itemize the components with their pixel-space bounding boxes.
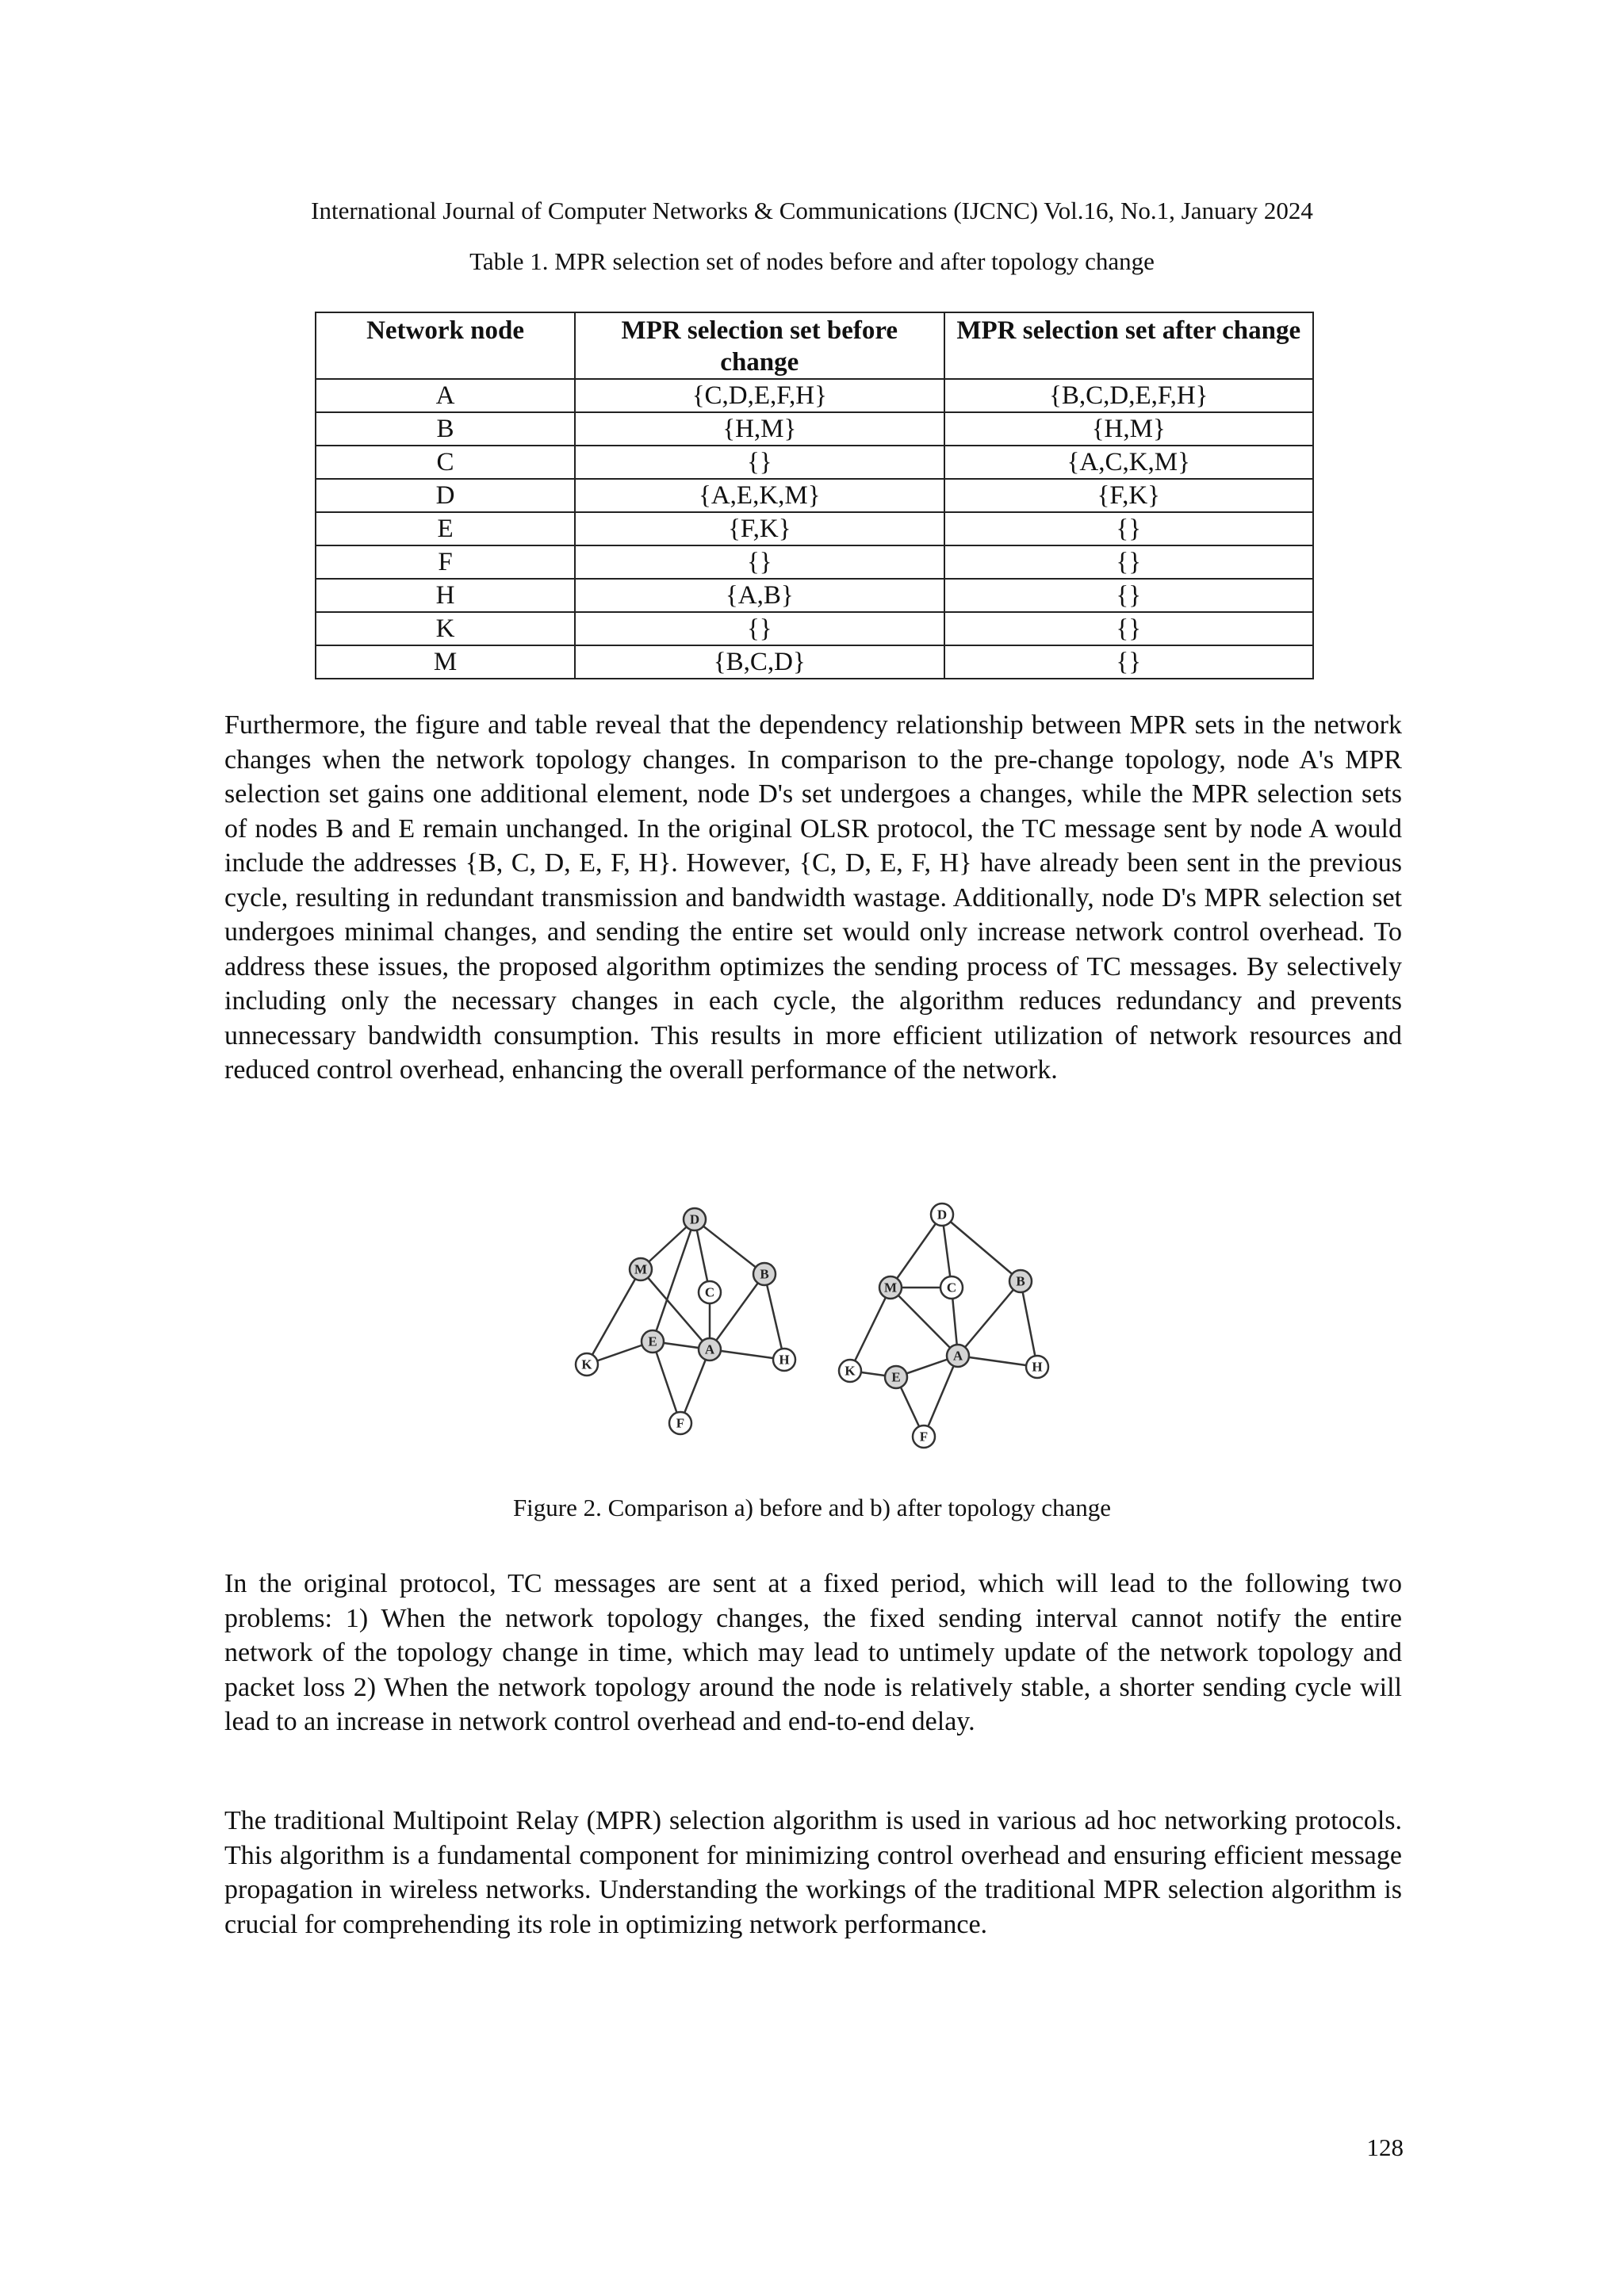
edge-b-h bbox=[764, 1274, 784, 1360]
cell-before: {F,K} bbox=[575, 512, 944, 545]
svg-text:B: B bbox=[760, 1266, 769, 1282]
topology-before-diagram bbox=[576, 1208, 795, 1434]
svg-text:C: C bbox=[704, 1284, 715, 1300]
cell-node: A bbox=[316, 379, 575, 412]
table-row bbox=[316, 645, 1313, 679]
cell-after: {F,K} bbox=[944, 479, 1313, 512]
node-a bbox=[947, 1345, 969, 1367]
cell-node: C bbox=[316, 446, 575, 479]
cell-before: {} bbox=[575, 612, 944, 645]
node-c bbox=[940, 1276, 963, 1299]
node-k bbox=[576, 1353, 598, 1376]
edge-m-k bbox=[587, 1269, 641, 1364]
cell-before: {C,D,E,F,H} bbox=[575, 379, 944, 412]
topology-after-diagram bbox=[839, 1203, 1048, 1448]
cell-after: {} bbox=[944, 612, 1313, 645]
cell-node: D bbox=[316, 479, 575, 512]
table-row bbox=[316, 512, 1313, 545]
cell-node: H bbox=[316, 579, 575, 612]
node-d bbox=[931, 1203, 953, 1226]
column-header-node: Network node bbox=[316, 312, 575, 379]
edge-e-f bbox=[653, 1341, 680, 1423]
node-d bbox=[684, 1208, 706, 1230]
node-m bbox=[879, 1276, 902, 1299]
svg-text:E: E bbox=[891, 1369, 901, 1385]
node-e bbox=[885, 1366, 907, 1388]
edge-b-h bbox=[1021, 1281, 1037, 1367]
edge-d-m bbox=[891, 1215, 942, 1288]
cell-before: {} bbox=[575, 446, 944, 479]
svg-text:A: A bbox=[952, 1348, 963, 1364]
journal-header: International Journal of Computer Networks & Communications (IJCNC) Vol.16, No.1, January 2024 bbox=[311, 197, 1313, 224]
cell-before: {A,B} bbox=[575, 579, 944, 612]
node-b bbox=[1009, 1270, 1032, 1292]
cell-after: {A,C,K,M} bbox=[944, 446, 1313, 479]
body-paragraph-traditional-mpr: The traditional Multipoint Relay (MPR) selection algorithm is used in various ad hoc networking protocols. This algorithm is a fundamental component for minimizing control overhead and ensuring efficient message propagation in wireless networks. Understanding the workings of the traditional MPR selection algorithm is crucial for comprehending its role in optimizing network performance. bbox=[224, 1806, 1402, 1939]
svg-text:H: H bbox=[1032, 1359, 1043, 1375]
svg-text:F: F bbox=[919, 1429, 929, 1445]
cell-node: K bbox=[316, 612, 575, 645]
cell-node: B bbox=[316, 412, 575, 446]
svg-text:K: K bbox=[845, 1363, 856, 1379]
svg-text:D: D bbox=[689, 1211, 700, 1227]
svg-text:A: A bbox=[704, 1341, 715, 1357]
figure-caption: Figure 2. Comparison a) before and b) after topology change bbox=[512, 1494, 1112, 1521]
svg-text:E: E bbox=[648, 1334, 657, 1349]
cell-before: {B,C,D} bbox=[575, 645, 944, 679]
table-row bbox=[316, 479, 1313, 512]
svg-text:K: K bbox=[581, 1357, 592, 1372]
cell-before: {A,E,K,M} bbox=[575, 479, 944, 512]
node-h bbox=[1026, 1356, 1048, 1378]
body-paragraph-mpr-dependency: Furthermore, the figure and table reveal that the dependency relationship between MPR sets in the network changes when the network topology changes. In comparison to the pre-change topology, node A's MPR selection set gains one additional element, node D's set undergoes a changes, while the MPR selection sets of nodes B and E remain unchanged. In the original OLSR protocol, the TC message sent by node A would include the addresses {B, C, D, E, F, H}. However, {C, D, E, F, H} have already been sent in the previous cycle, resulting in redundant transmission and bandwidth wastage. Additionally, node D's MPR selection set undergoes minimal changes, and sending the entire set would only increase network control overhead. To address these issues, the proposed algorithm optimizes the sending process of TC messages. By selectively including only the necessary changes in each cycle, the algorithm reduces redundancy and prevents unnecessary bandwidth consumption. This results in more efficient utilization of network resources and reduced control overhead, enhancing the overall performance of the network. bbox=[224, 710, 1402, 1085]
svg-text:F: F bbox=[676, 1415, 685, 1431]
node-a bbox=[699, 1338, 721, 1360]
cell-node: F bbox=[316, 545, 575, 579]
table-caption: Table 1. MPR selection set of nodes before and after topology change bbox=[469, 247, 1155, 275]
cell-node: M bbox=[316, 645, 575, 679]
cell-before: {} bbox=[575, 545, 944, 579]
table-row bbox=[316, 579, 1313, 612]
table-row bbox=[316, 412, 1313, 446]
cell-after: {B,C,D,E,F,H} bbox=[944, 379, 1313, 412]
node-f bbox=[913, 1425, 935, 1448]
edge-d-b bbox=[942, 1215, 1021, 1281]
cell-after: {} bbox=[944, 512, 1313, 545]
node-m bbox=[630, 1258, 652, 1280]
column-header-before: MPR selection set before change bbox=[575, 312, 944, 379]
edge-b-a bbox=[958, 1281, 1021, 1356]
node-c bbox=[699, 1281, 721, 1303]
cell-node: E bbox=[316, 512, 575, 545]
node-h bbox=[773, 1349, 795, 1371]
table-header-row bbox=[316, 312, 1313, 379]
mpr-selection-table bbox=[315, 312, 1314, 679]
table-row bbox=[316, 379, 1313, 412]
node-b bbox=[753, 1263, 776, 1285]
table-row bbox=[316, 446, 1313, 479]
column-header-after: MPR selection set after change bbox=[944, 312, 1313, 379]
svg-text:M: M bbox=[634, 1261, 648, 1277]
edge-a-f bbox=[924, 1356, 958, 1437]
page-number: 128 bbox=[1366, 2133, 1404, 2161]
svg-text:B: B bbox=[1016, 1273, 1025, 1289]
table-row bbox=[316, 612, 1313, 645]
body-paragraph-tc-problems: In the original protocol, TC messages are sent at a fixed period, which will lead to the following two problems: 1) When the network topology changes, the fixed sending interval cannot notify the entire network of the topology change in time, which may lead to untimely update of the network topology and packet loss 2) When the network topology around the node is relatively stable, a shorter sending cycle will lead to an increase in network control overhead and end-to-end delay. bbox=[224, 1569, 1402, 1736]
topology-comparison-figure bbox=[571, 1193, 1063, 1463]
cell-after: {H,M} bbox=[944, 412, 1313, 446]
node-e bbox=[642, 1330, 664, 1353]
topology-diagrams bbox=[571, 1193, 1063, 1463]
table-row bbox=[316, 545, 1313, 579]
node-k bbox=[839, 1360, 861, 1382]
cell-before: {H,M} bbox=[575, 412, 944, 446]
svg-text:D: D bbox=[936, 1207, 948, 1223]
cell-after: {} bbox=[944, 645, 1313, 679]
svg-text:H: H bbox=[779, 1352, 790, 1368]
svg-text:M: M bbox=[883, 1280, 898, 1295]
svg-text:C: C bbox=[946, 1280, 957, 1295]
cell-after: {} bbox=[944, 545, 1313, 579]
cell-after: {} bbox=[944, 579, 1313, 612]
edge-m-k bbox=[850, 1288, 891, 1371]
node-f bbox=[669, 1412, 691, 1434]
